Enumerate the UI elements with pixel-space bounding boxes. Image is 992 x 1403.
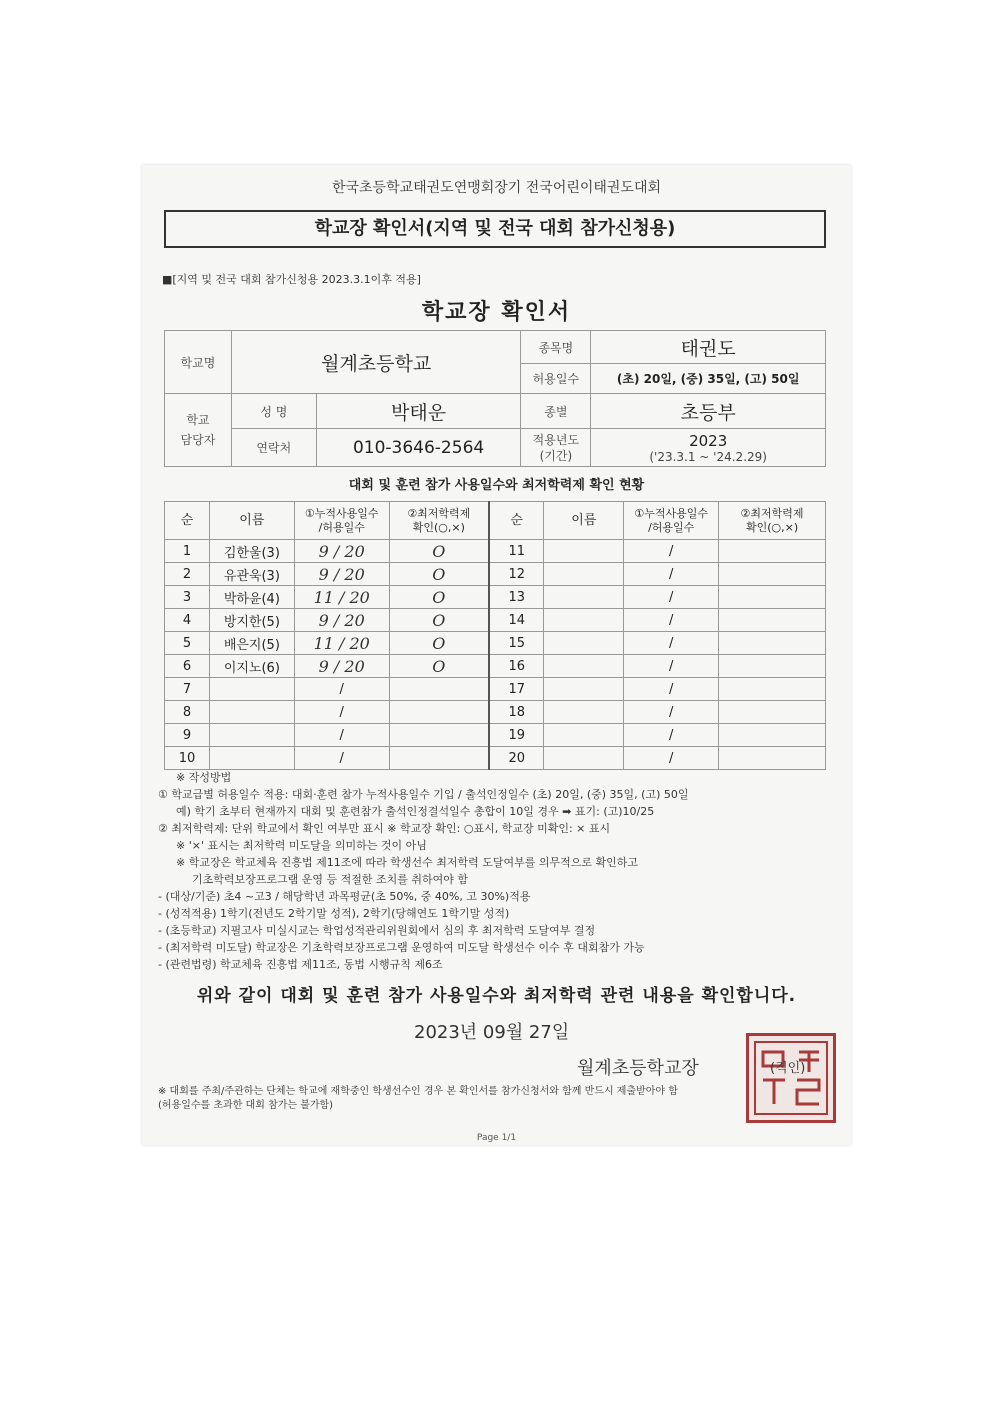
contact-value: 010-3646-2564 — [316, 429, 521, 467]
used-days: / — [294, 747, 389, 770]
table-row — [165, 678, 826, 701]
used-days: / — [624, 632, 719, 655]
row-number: 19 — [489, 724, 544, 747]
instruction-line: - (관련법령) 학교체육 진흥법 제11조, 동법 시행규칙 제6조 — [158, 958, 443, 971]
used-days: / — [294, 678, 389, 701]
document-title: 학교장 확인서 — [421, 300, 572, 325]
check-header: ②최저학력제 확인(○,×) — [719, 502, 826, 540]
academic-check — [719, 540, 826, 563]
used-days: 9 / 20 — [294, 655, 389, 678]
student-name — [544, 701, 624, 724]
used-days: / — [294, 701, 389, 724]
used-days: 9 / 20 — [294, 540, 389, 563]
academic-check — [719, 678, 826, 701]
issue-date: 2023년 09월 27일 — [414, 1022, 570, 1043]
form-title-box: 학교장 확인서(지역 및 전국 대회 참가신청용) — [164, 210, 826, 248]
application-note: ■[지역 및 전국 대회 참가신청용 2023.3.1이후 적용] — [162, 273, 421, 286]
student-name — [544, 540, 624, 563]
check-header: ②최저학력제 확인(○,×) — [389, 502, 489, 540]
info-table — [164, 330, 826, 467]
used-days: / — [624, 563, 719, 586]
seal-label: (직인) — [770, 1061, 806, 1076]
order-header: 순 — [165, 502, 210, 540]
academic-check: O — [389, 655, 489, 678]
sport-label: 종목명 — [521, 331, 591, 364]
table-row — [165, 586, 826, 609]
student-name — [544, 586, 624, 609]
student-name — [544, 724, 624, 747]
principal-name: 월계초등학교장 — [577, 1058, 699, 1079]
instruction-line: ② 최저학력제: 단위 학교에서 확인 여부만 표시 ※ 학교장 확인: ○표시, 학교장 미확인: × 표시 — [158, 822, 611, 835]
row-number: 5 — [165, 632, 210, 655]
student-name — [209, 724, 294, 747]
student-name — [544, 632, 624, 655]
student-name: 유관욱(3) — [209, 563, 294, 586]
academic-check — [389, 724, 489, 747]
row-number: 16 — [489, 655, 544, 678]
academic-check: O — [389, 586, 489, 609]
manager-label: 학교 담당자 — [165, 394, 232, 467]
year-label: 적용년도 (기간) — [521, 429, 591, 467]
academic-check — [719, 701, 826, 724]
name-header: 이름 — [544, 502, 624, 540]
row-number: 20 — [489, 747, 544, 770]
row-number: 15 — [489, 632, 544, 655]
name-label: 성 명 — [231, 394, 316, 429]
student-name: 박하윤(4) — [209, 586, 294, 609]
academic-check: O — [389, 609, 489, 632]
table-row — [165, 632, 826, 655]
student-name — [544, 747, 624, 770]
days-header: ①누적사용일수 /허용일수 — [624, 502, 719, 540]
table-row — [165, 563, 826, 586]
instruction-line: - (성적적용) 1학기(전년도 2학기말 성적), 2학기(당해연도 1학기말 성적) — [158, 907, 510, 920]
row-number: 3 — [165, 586, 210, 609]
row-number: 10 — [165, 747, 210, 770]
status-title: 대회 및 훈련 참가 사용일수와 최저학력제 확인 현황 — [348, 478, 645, 493]
status-table — [164, 501, 826, 770]
table-row — [165, 724, 826, 747]
instruction-line: 예) 학기 초부터 현재까지 대회 및 훈련참가 출석인정결석일수 총합이 10일 경우 ➡ 표기: (고)10/25 — [176, 805, 655, 818]
academic-check — [719, 563, 826, 586]
document-sheet — [142, 165, 851, 1145]
period-value: ('23.3.1 ~ '24.2.29) — [649, 449, 767, 464]
instruction-line: ※ '×' 표시는 최저학력 미도달을 의미하는 것이 아님 — [176, 839, 427, 852]
category-label: 종별 — [521, 394, 591, 429]
school-label: 학교명 — [165, 331, 232, 394]
order-header: 순 — [489, 502, 544, 540]
academic-check: O — [389, 632, 489, 655]
student-name — [544, 563, 624, 586]
contact-label: 연락처 — [231, 429, 316, 467]
academic-check — [719, 724, 826, 747]
table-row — [165, 540, 826, 563]
row-number: 6 — [165, 655, 210, 678]
sport-value: 태권도 — [591, 331, 826, 364]
academic-check — [719, 609, 826, 632]
instruction-line: - (최저학력 미도달) 학교장은 기초학력보장프로그램 운영하여 미도달 학생선수 이수 후 대회참가 가능 — [158, 941, 645, 954]
row-number: 7 — [165, 678, 210, 701]
row-number: 18 — [489, 701, 544, 724]
name-value: 박태운 — [316, 394, 521, 429]
student-name: 배은지(5) — [209, 632, 294, 655]
used-days: 11 / 20 — [294, 586, 389, 609]
row-number: 11 — [489, 540, 544, 563]
row-number: 14 — [489, 609, 544, 632]
academic-check: O — [389, 563, 489, 586]
year-cell — [591, 429, 826, 467]
used-days: / — [624, 655, 719, 678]
allowed-days-label: 허용일수 — [521, 364, 591, 394]
school-value: 월계초등학교 — [231, 331, 521, 394]
used-days: 11 / 20 — [294, 632, 389, 655]
academic-check: O — [389, 540, 489, 563]
table-row — [165, 747, 826, 770]
used-days: / — [624, 609, 719, 632]
row-number: 12 — [489, 563, 544, 586]
academic-check — [719, 655, 826, 678]
academic-check — [389, 747, 489, 770]
used-days: / — [624, 747, 719, 770]
event-title: 한국초등학교태권도연맹회장기 전국어린이태권도대회 — [331, 180, 662, 196]
used-days: / — [294, 724, 389, 747]
instruction-line: - (대상/기준) 초4 ~고3 / 해당학년 과목평균(초 50%, 중 40%, 고 30%)적용 — [158, 890, 531, 903]
student-name — [544, 655, 624, 678]
table-row — [165, 655, 826, 678]
academic-check — [389, 678, 489, 701]
used-days: 9 / 20 — [294, 609, 389, 632]
instruction-line: ① 학교급별 허용일수 적용: 대회·훈련 참가 누적사용일수 기입 / 출석인정일수 (초) 20일, (중) 35일, (고) 50일 — [158, 788, 689, 801]
used-days: / — [624, 701, 719, 724]
student-name: 김한울(3) — [209, 540, 294, 563]
table-row — [165, 609, 826, 632]
row-number: 13 — [489, 586, 544, 609]
student-name: 이지노(6) — [209, 655, 294, 678]
academic-check — [719, 632, 826, 655]
student-name — [544, 678, 624, 701]
row-number: 8 — [165, 701, 210, 724]
row-number: 1 — [165, 540, 210, 563]
row-number: 9 — [165, 724, 210, 747]
allowed-days-value: (초) 20일, (중) 35일, (고) 50일 — [591, 364, 826, 394]
used-days: / — [624, 724, 719, 747]
student-name — [209, 747, 294, 770]
instruction-line: 기초학력보장프로그램 운영 등 적절한 조치를 취하여야 함 — [192, 873, 469, 886]
instructions — [158, 769, 838, 973]
days-header: ①누적사용일수 /허용일수 — [294, 502, 389, 540]
name-header: 이름 — [209, 502, 294, 540]
academic-check — [389, 701, 489, 724]
instructions-heading: ※ 작성방법 — [176, 771, 232, 784]
row-number: 4 — [165, 609, 210, 632]
student-name — [209, 701, 294, 724]
page-number: Page 1/1 — [476, 1133, 517, 1143]
used-days: / — [624, 540, 719, 563]
used-days: / — [624, 586, 719, 609]
academic-check — [719, 747, 826, 770]
student-name: 방지한(5) — [209, 609, 294, 632]
used-days: / — [624, 678, 719, 701]
row-number: 17 — [489, 678, 544, 701]
row-number: 2 — [165, 563, 210, 586]
instruction-line: ※ 학교장은 학교체육 진흥법 제11조에 따라 학생선수 최저학력 도달여부를 의무적으로 확인하고 — [176, 856, 638, 869]
used-days: 9 / 20 — [294, 563, 389, 586]
student-name — [209, 678, 294, 701]
instruction-line: - (초등학교) 지필고사 미실시교는 학업성적관리위원회에서 심의 후 최저학력 도달여부 결정 — [158, 924, 596, 937]
table-row — [165, 701, 826, 724]
academic-check — [719, 586, 826, 609]
category-value: 초등부 — [591, 394, 826, 429]
confirmation-text: 위와 같이 대회 및 훈련 참가 사용일수와 최저학력 관련 내용을 확인합니다. — [196, 986, 797, 1006]
footer-note: ※ 대회를 주최/주관하는 단체는 학교에 재학중인 학생선수인 경우 본 확인서를 참가신청서와 함께 반드시 제출받아야 함 (허용일수를 초과한 대회 참가는 불가함) — [158, 1086, 678, 1111]
year-value: 2023 — [689, 431, 728, 450]
student-name — [544, 609, 624, 632]
